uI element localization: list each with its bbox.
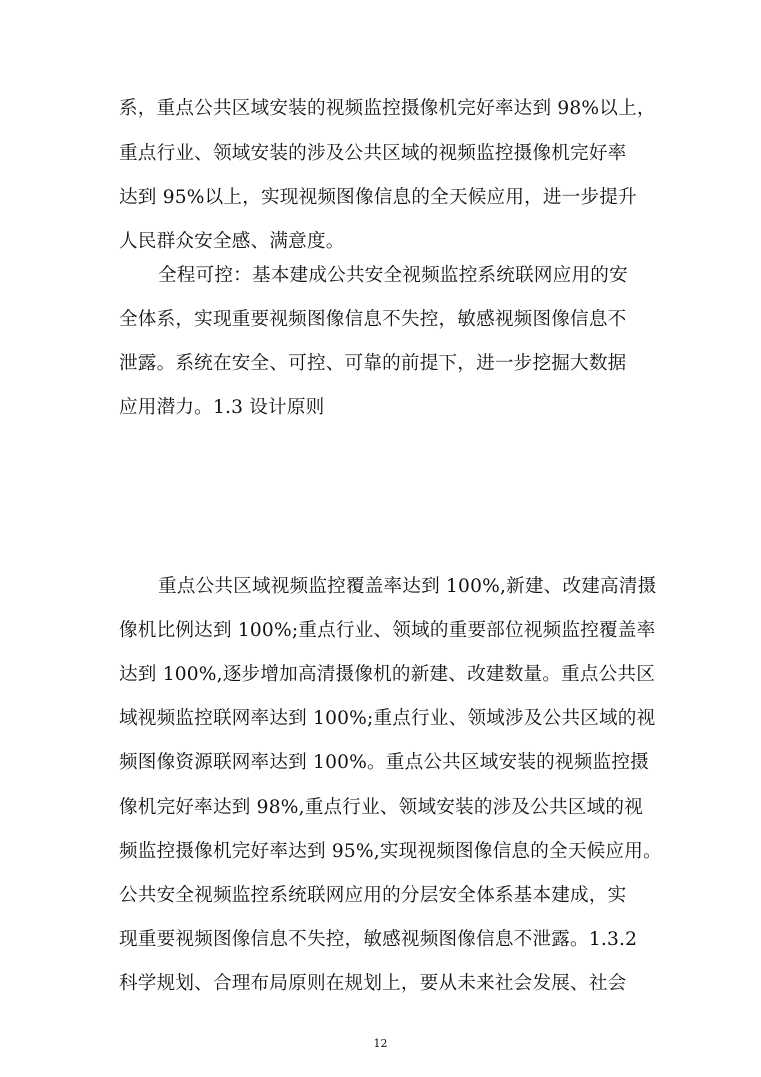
text-line: 科学规划、合理布局原则在规划上，要从未来社会发展、社会 (119, 973, 627, 994)
text-line: 泄露。系统在安全、可控、可靠的前提下，进一步挖掘大数据 (119, 353, 627, 374)
text-line: 达到 95%以上，实现视频图像信息的全天候应用，进一步提升 (119, 187, 637, 208)
text-line: 全程可控：基本建成公共安全视频监控系统联网应用的安 (158, 265, 628, 286)
text-line: 全体系，实现重要视频图像信息不失控，敏感视频图像信息不 (119, 309, 627, 330)
text-line: 重点行业、领域安装的涉及公共区域的视频监控摄像机完好率 (119, 143, 627, 164)
text-line: 人民群众安全感、满意度。 (119, 231, 345, 252)
text-line: 频图像资源联网率达到 100%。重点公共区域安装的视频监控摄 (119, 752, 649, 773)
text-line: 重点公共区域视频监控覆盖率达到 100%,新建、改建高清摄 (158, 576, 657, 597)
text-line: 像机完好率达到 98%,重点行业、领域安装的涉及公共区域的视 (119, 797, 643, 818)
text-line: 应用潜力。1.3 设计原则 (119, 397, 325, 418)
text-line: 频监控摄像机完好率达到 95%,实现视频图像信息的全天候应用。 (119, 841, 662, 862)
text-line: 系，重点公共区域安装的视频监控摄像机完好率达到 98%以上， (119, 98, 656, 119)
text-line: 达到 100%,逐步增加高清摄像机的新建、改建数量。重点公共区 (119, 664, 656, 685)
text-line: 域视频监控联网率达到 100%;重点行业、领域涉及公共区域的视 (119, 708, 656, 729)
page-number: 12 (373, 1037, 388, 1050)
text-line: 像机比例达到 100%;重点行业、领域的重要部位视频监控覆盖率 (119, 620, 656, 641)
text-line: 公共安全视频监控系统联网应用的分层安全体系基本建成，实 (119, 885, 627, 906)
text-line: 现重要视频图像信息不失控，敏感视频图像信息不泄露。1.3.2 (119, 929, 638, 950)
